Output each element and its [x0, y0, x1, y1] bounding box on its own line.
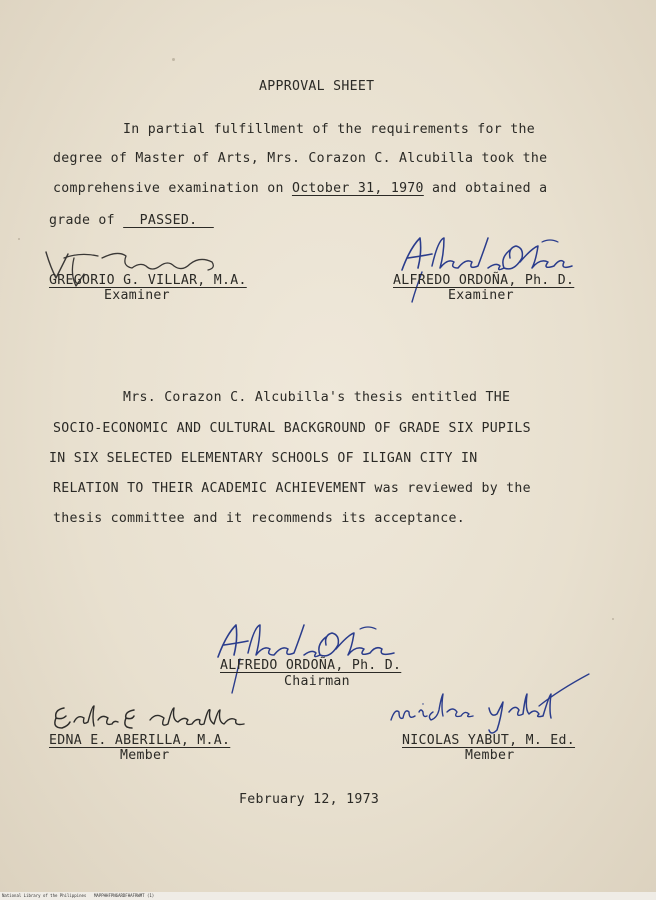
paragraph-2-line-4: RELATION TO THEIR ACADEMIC ACHIEVEMENT was reviewed by the	[53, 481, 531, 496]
paragraph-1-line-1: In partial fulfillment of the requirements for the	[123, 122, 535, 137]
paragraph-1-line-4	[49, 213, 214, 229]
paper-speck	[612, 618, 614, 620]
grade-value: PASSED.	[123, 213, 214, 228]
approval-date: February 12, 1973	[239, 792, 380, 807]
member-1-name: EDNA E. ABERILLA, M.A.	[49, 733, 231, 748]
paragraph-2-line-5: thesis committee and it recommends its acceptance.	[53, 511, 465, 526]
paragraph-2-line-1: Mrs. Corazon C. Alcubilla's thesis entitled THE	[123, 390, 511, 405]
exam-text-end: and obtained a	[423, 181, 548, 196]
paragraph-1-line-3	[53, 181, 547, 197]
paragraph-1-line-2: degree of Master of Arts, Mrs. Corazon C. Alcubilla took the	[53, 151, 548, 166]
paragraph-2-line-2: SOCIO-ECONOMIC AND CULTURAL BACKGROUND OF GRADE SIX PUPILS	[53, 421, 531, 436]
edna-aberilla-signature-icon	[48, 700, 253, 736]
member-1-role: Member	[120, 748, 170, 763]
exam-text: comprehensive examination on	[53, 181, 292, 196]
yabut-signature-icon	[385, 668, 595, 738]
examiner-left-role: Examiner	[104, 288, 170, 303]
grade-label: grade of	[49, 213, 124, 228]
paper-speck	[18, 238, 20, 240]
page-title: APPROVAL SHEET	[259, 79, 375, 94]
examiner-right-role: Examiner	[448, 288, 514, 303]
footer-code: MAPPHHFPN6ARDFHAFRWMT (1)	[94, 893, 155, 898]
chairman-name: ALFREDO ORDOÑA, Ph. D.	[220, 658, 402, 673]
examiner-left-name: GREGORIO G. VILLAR, M.A.	[49, 273, 247, 288]
member-2-name: NICOLAS YABUT, M. Ed.	[402, 733, 576, 748]
paragraph-2-line-3: IN SIX SELECTED ELEMENTARY SCHOOLS OF ILIGAN CITY IN	[49, 451, 478, 466]
paper-speck	[172, 58, 175, 61]
exam-date: October 31, 1970	[291, 181, 424, 196]
examiner-right-name: ALFREDO ORDOÑA, Ph. D.	[393, 273, 575, 288]
member-2-role: Member	[465, 748, 515, 763]
chairman-role: Chairman	[284, 674, 350, 689]
footer-library-label: National Library of the Philippines	[2, 893, 87, 898]
archive-footer	[0, 892, 656, 900]
